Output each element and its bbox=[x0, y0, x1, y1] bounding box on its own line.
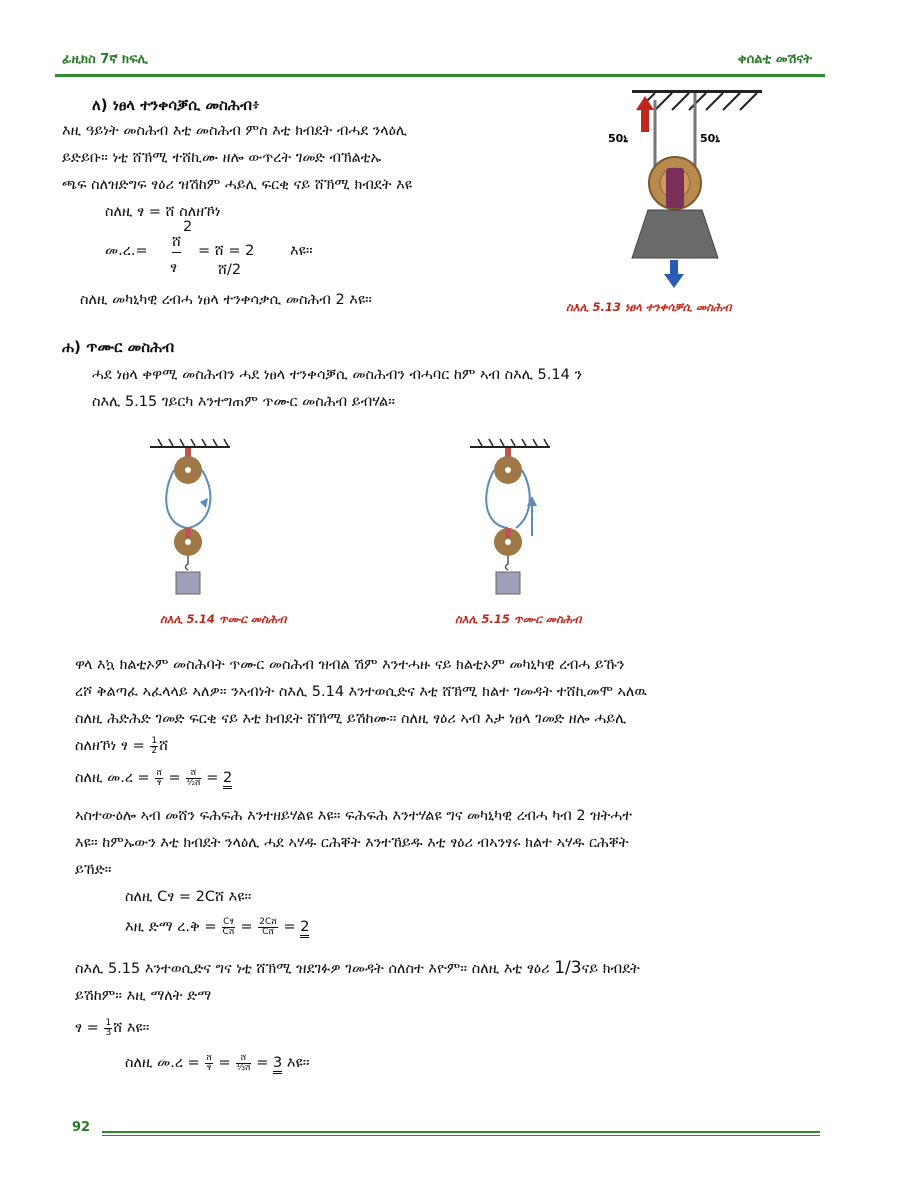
equation-2-numerator: ሸ bbox=[172, 232, 181, 253]
footer-rule bbox=[102, 1131, 820, 1133]
equation-2-middle: = ሸ = 2 bbox=[198, 243, 255, 259]
equation-e: ፃ = $\frac{1}{3}$ ሸ እዩ። bbox=[75, 1017, 150, 1038]
equation-c: ስለዚ Cፃ = 2Cሸ እዩ። bbox=[125, 889, 252, 905]
paragraph-2-line-1: ኣስተውዕሎ ኣብ መሸን ፍሕፍሕ እንተዘይሃልዩ እዩ። ፍሕፍሕ እንተሃልዩ ግና መካኒካዊ ረብሓ ካብ 2 ዝትሓተ bbox=[75, 808, 632, 824]
header-left: ፊዚክስ 7ኛ ክፍሊ bbox=[62, 52, 148, 67]
equation-d: እዚ ድማ ረ.ቅ = $\frac{\text{Cፃ}}{\text{Cሸ}}$ = $\frac{\text{2Cሸ}}{\text{Cሸ}}$ = 2 bbox=[125, 916, 310, 937]
equation-b: ስለዚ መ.ረ = $\frac{\text{ሸ}}{\text{ፃ}}$ = $\frac{\text{ሸ}}{\text{½ሸ}}$ = 2 bbox=[75, 767, 233, 788]
paragraph-1-line-2: ረሾ ቅልጣፈ ኣፈላላይ ኣለዎ። ንኣብነት ስእሊ 5.14 እንተወሲድና እቲ ሸኽሚ ክልተ ገመዳት ተሸኪመሞ ኣለዉ bbox=[75, 684, 648, 700]
section-l-line-1: እዚ ዓይነት መስሕብ እቲ መስሕብ ምስ እቲ ክብደት ብሓደ ንላዕሊ bbox=[62, 123, 408, 139]
footer-rule-thin bbox=[102, 1135, 820, 1136]
section-h-heading: ሐ) ጥሙር መስሕብ bbox=[62, 338, 175, 356]
section-l-heading: ለ) ነፀላ ተንቀሳቓሲ መስሕብ፥ bbox=[92, 96, 260, 114]
equation-2-label: መ.ረ.= bbox=[105, 243, 148, 259]
figure-5-13-label-right: 50ኒ bbox=[700, 132, 721, 145]
header-rule bbox=[55, 74, 825, 77]
section-h-line-2: ስእሊ 5.15 ገይርካ እንተግጠም ጥሙር መስሕብ ይብሃል። bbox=[92, 394, 395, 410]
section-l-line-3: ጫፍ ስለዝድግፍ ፃዕሪ ዝሽከም ሓይሊ ፍርቂ ናይ ሸኽሚ ክብደት እዩ bbox=[62, 177, 413, 193]
paragraph-1-line-1: ዋላ እኳ ክልቲኦም መስሕባት ጥሙር መስሕብ ዝብል ሽም እንተሓዙ ናይ ክልቲኦም መካኒካዊ ረብሓ ይኹን bbox=[75, 657, 625, 673]
paragraph-2-line-2: እዩ። ከምኡውን እቲ ክብደት ንላዕሊ ሓደ ኣሃዱ ርሕቐት እንተኸይዱ እቲ ፃዕሪ ብኣንፃሩ ክልተ ኣሃዱ ርሕቐት bbox=[75, 835, 629, 851]
section-h-line-1: ሓደ ነፀላ ቀዋሚ መስሕብን ሓደ ነፀላ ተንቀሳቓሲ መስሕብን ብሓባር ከም ኣብ ስእሊ 5.14 ን bbox=[92, 367, 583, 383]
paragraph-3-line-2: ይሽከም። እዚ ማለት ድማ bbox=[75, 988, 212, 1004]
paragraph-2-line-3: ይኸድ። bbox=[75, 862, 112, 878]
header-right: ቀሰልቲ መሽናት bbox=[737, 52, 812, 67]
paragraph-3-line-1: ስእሊ 5.15 እንተወሲድና ግና ነቲ ሸኽሚ ዝደገፉዎ ገመዳት ሰለስተ እዮም። ስለዚ እቲ ፃዕሪ 1/3ናይ ክብደት bbox=[75, 958, 640, 978]
figure-5-14-caption: ስእሊ 5.14 ጥሙር መስሕብ bbox=[160, 612, 287, 626]
equation-f: ስለዚ መ.ረ = $\frac{\text{ሸ}}{\text{ፃ}}$ = $\frac{\text{ሸ}}{\text{⅓ሸ}}$ = 3 እዩ። bbox=[125, 1052, 310, 1073]
section-l-line-2: ይድይቡ። ነቲ ሸኽሚ ተሸኪሙ ዘሎ ውጥረት ገመድ ብኽልቲኡ bbox=[62, 150, 382, 166]
equation-1: ስለዚ ፃ = ሸ ስለዘኾነ bbox=[105, 204, 221, 220]
figure-5-15-caption: ስእሊ 5.15 ጥሙር መስሕብ bbox=[455, 612, 582, 626]
equation-2-denominator-2: ሸ/2 bbox=[218, 262, 242, 278]
figure-5-13-movable-pulley bbox=[600, 80, 790, 295]
equation-2-denominator: ፃ bbox=[170, 260, 178, 276]
figure-5-13-label-left: 50ኒ bbox=[608, 132, 629, 145]
page-number: 92 bbox=[72, 1120, 91, 1135]
section-l-conclusion: ስለዚ መካኒካዊ ረብሓ ነፀላ ተንቀሳቃሲ መስሕብ 2 እዩ። bbox=[80, 292, 372, 308]
figure-5-15-compound-pulley bbox=[460, 436, 570, 606]
equation-a: ስለዘኾነ ፃ = $\frac{1}{2}$ ሸ bbox=[75, 735, 169, 756]
paragraph-1-line-3: ስለዚ ሕድሕድ ገመድ ፍርቂ ናይ እቲ ክብደት ሸኽሚ ይሽከሙ። ስለዚ ፃዕሪ ኣብ እታ ነፀላ ገመድ ዘሎ ሓይሊ bbox=[75, 711, 627, 727]
figure-5-14-compound-pulley bbox=[140, 436, 250, 606]
figure-5-13-caption: ስእሊ 5.13 ነፀላ ተንቀሳቓሲ መስሕብ bbox=[566, 300, 732, 314]
equation-1-denominator: 2 bbox=[183, 219, 193, 235]
equation-2-end: እዩ። bbox=[290, 243, 313, 259]
